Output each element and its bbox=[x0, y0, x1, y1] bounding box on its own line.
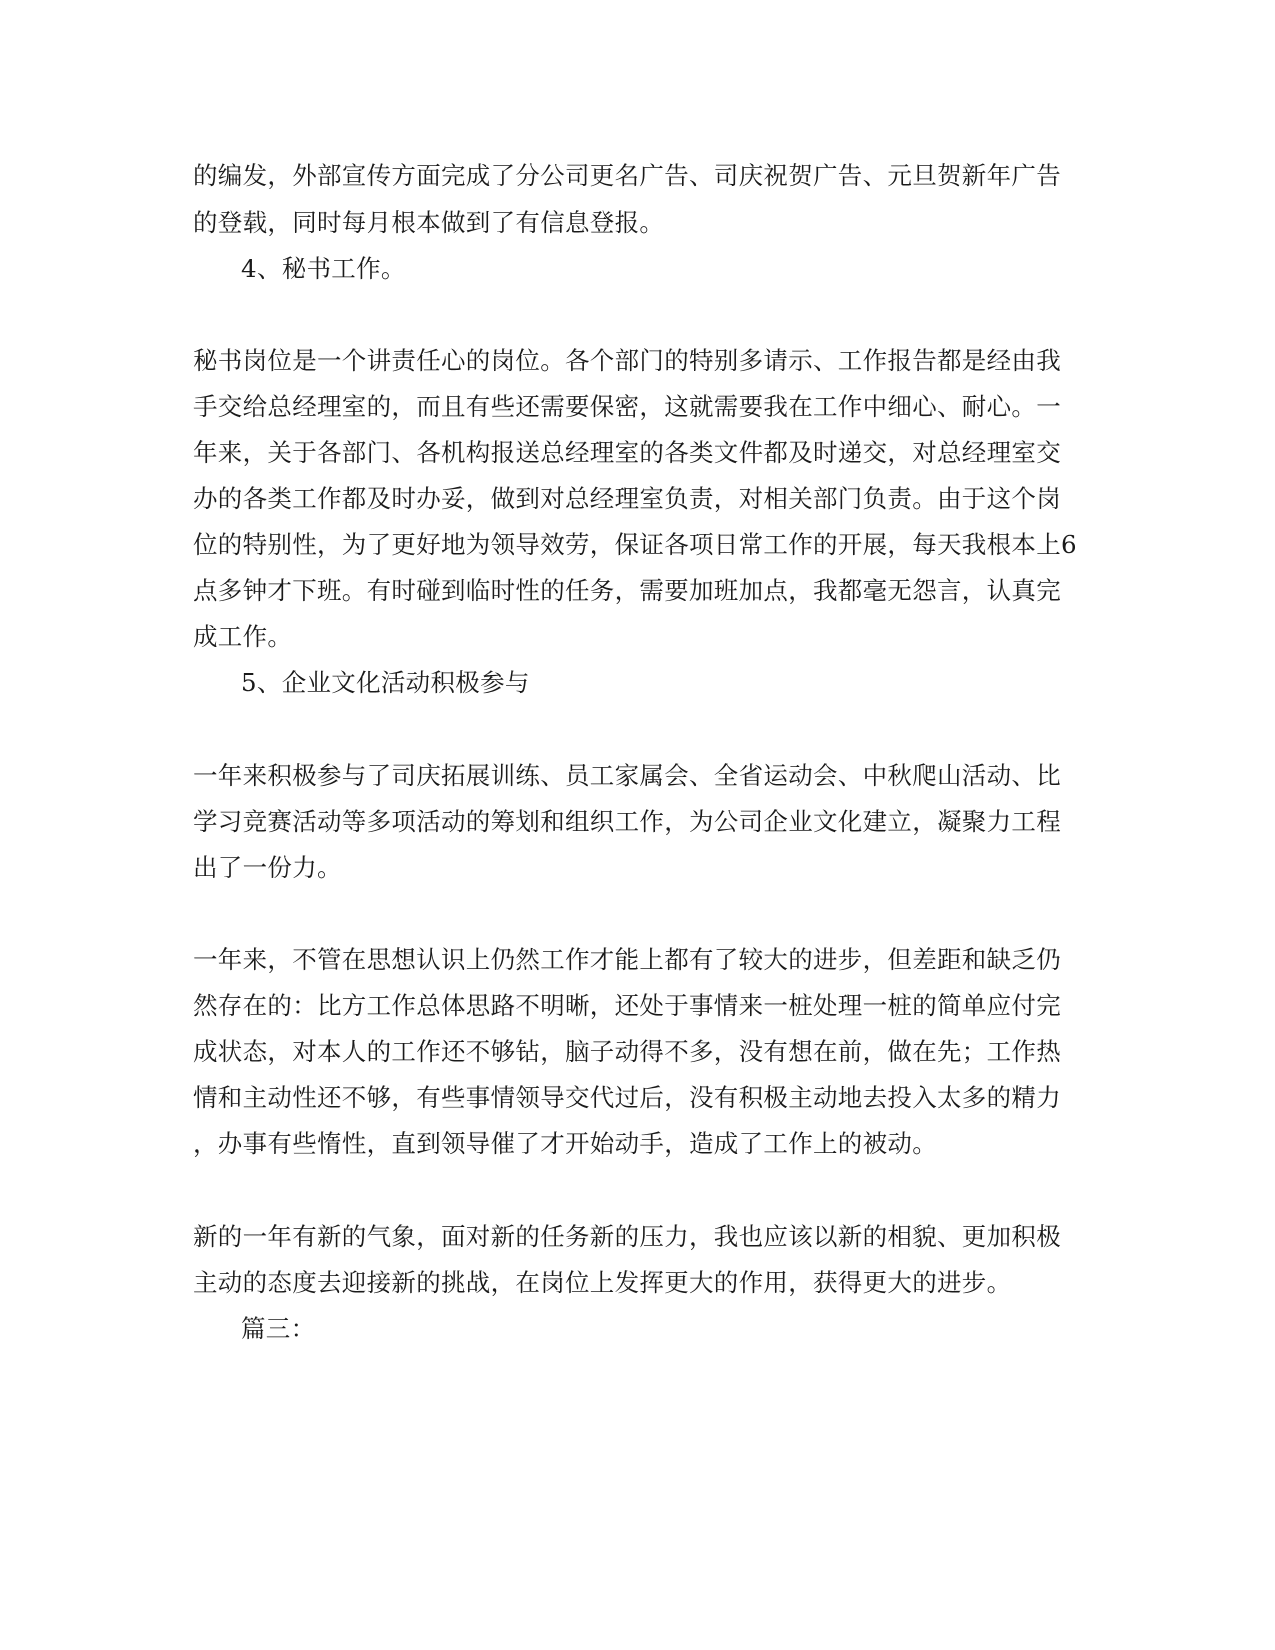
text-line: 点多钟才下班。有时碰到临时性的任务，需要加班加点，我都毫无怨言，认真完 bbox=[193, 576, 1061, 605]
text-line: 出了一份力。 bbox=[193, 853, 342, 882]
text-line: 一年来积极参与了司庆拓展训练、员工家属会、全省运动会、中秋爬山活动、比 bbox=[193, 761, 1061, 790]
section-heading: 5、企业文化活动积极参与 bbox=[241, 668, 530, 697]
text-line: 手交给总经理室的，而且有些还需要保密，这就需要我在工作中细心、耐心。一 bbox=[193, 392, 1061, 421]
text-line: 办的各类工作都及时办妥，做到对总经理室负责，对相关部门负责。由于这个岗 bbox=[193, 484, 1061, 513]
text-line: 位的特别性，为了更好地为领导效劳，保证各项日常工作的开展，每天我根本上6 bbox=[193, 530, 1077, 559]
text-line: 年来，关于各部门、各机构报送总经理室的各类文件都及时递交，对总经理室交 bbox=[193, 438, 1061, 467]
text-line: 秘书岗位是一个讲责任心的岗位。各个部门的特别多请示、工作报告都是经由我 bbox=[193, 346, 1061, 375]
text-line: 成工作。 bbox=[193, 622, 293, 651]
text-line: ，办事有些惰性，直到领导催了才开始动手，造成了工作上的被动。 bbox=[193, 1129, 937, 1158]
text-line: 学习竞赛活动等多项活动的筹划和组织工作，为公司企业文化建立，凝聚力工程 bbox=[193, 807, 1061, 836]
section-heading: 4、秘书工作。 bbox=[241, 254, 406, 283]
text-line: 一年来，不管在思想认识上仍然工作才能上都有了较大的进步，但差距和缺乏仍 bbox=[193, 945, 1061, 974]
text-line: 的登载，同时每月根本做到了有信息登报。 bbox=[193, 208, 665, 237]
text-line: 情和主动性还不够，有些事情领导交代过后，没有积极主动地去投入太多的精力 bbox=[193, 1083, 1061, 1112]
text-line: 新的一年有新的气象，面对新的任务新的压力，我也应该以新的相貌、更加积极 bbox=[193, 1222, 1061, 1251]
text-line: 的编发，外部宣传方面完成了分公司更名广告、司庆祝贺广告、元旦贺新年广告 bbox=[193, 161, 1061, 190]
text-line: 主动的态度去迎接新的挑战，在岗位上发挥更大的作用，获得更大的进步。 bbox=[193, 1268, 1012, 1297]
text-line: 然存在的：比方工作总体思路不明晰，还处于事情来一桩处理一桩的简单应付完 bbox=[193, 991, 1061, 1020]
section-heading: 篇三： bbox=[241, 1314, 316, 1343]
text-line: 成状态，对本人的工作还不够钻，脑子动得不多，没有想在前，做在先；工作热 bbox=[193, 1037, 1061, 1066]
